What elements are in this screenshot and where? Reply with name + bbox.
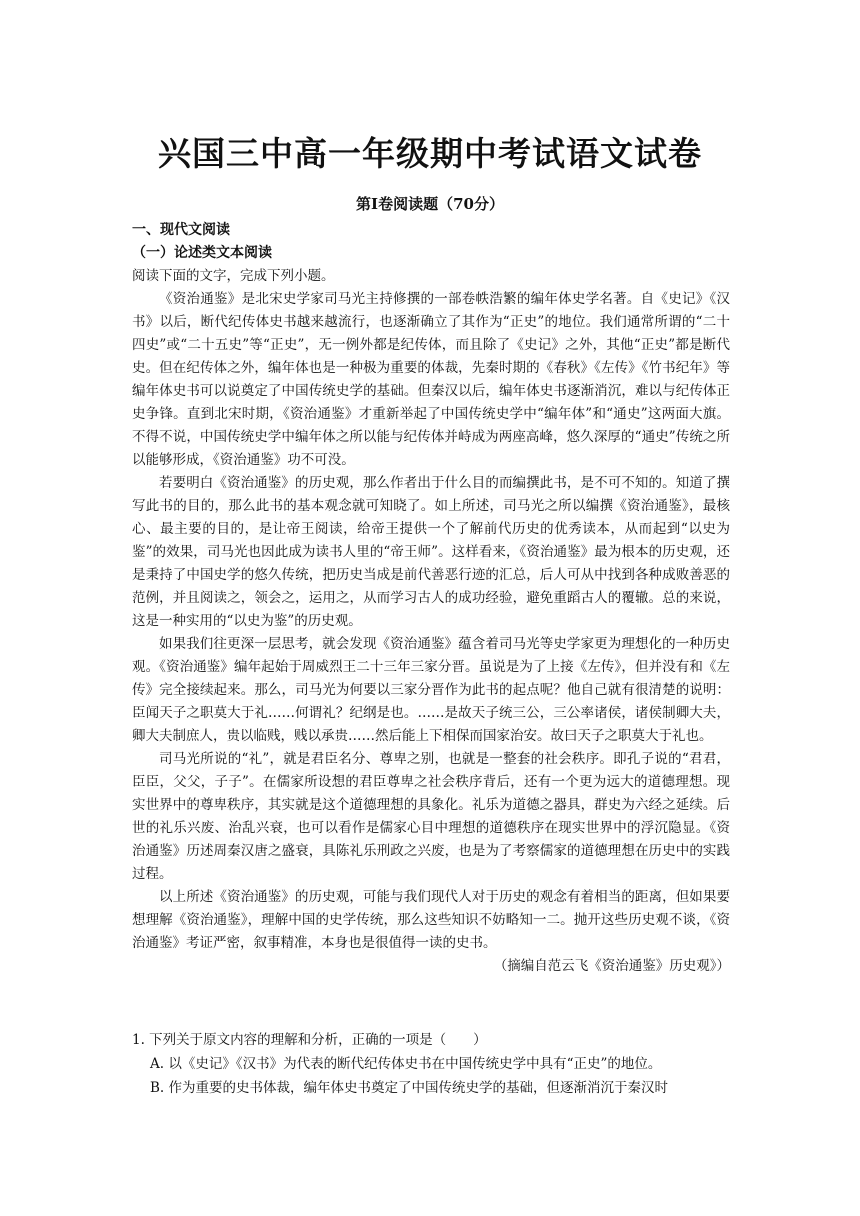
passage-source: （摘编自范云飞《资治通鉴》历史观》） (493, 958, 730, 974)
reading-instruction: 阅读下面的文字，完成下列小题。 (132, 268, 335, 284)
section-title: 第Ⅰ卷阅读题（70分） (356, 195, 504, 213)
option-a[interactable]: A. 以《史记》《汉书》为代表的断代纪传体史书在中国传统史学中具有“正史”的地位。 (150, 1056, 662, 1072)
exam-title: 兴国三中高一年级期中考试语文试卷 (158, 134, 702, 173)
part-heading: 一、现代文阅读 (132, 222, 230, 238)
question-1 (132, 1028, 732, 1100)
paragraph-2: 若要明白《资治通鉴》的历史观，那么作者出于什么目的而编撰此书，是不可不知的。知道了撰写此书的目的，那么此书的基本观念就可知晓了。如上所述，司马光之所以编撰《资治通鉴》，最核心、最主要的目的，是让帝王阅读，给帝王提供一个了解前代历史的优秀读本，从而起到“以史为鉴”的效果，司马光也因此成为读书人里的“帝王师”。这样看来，《资治通鉴》最为根本的历史观，还是秉持了中国史学的悠久传统，把历史当成是前代善恶行迹的汇总，后人可从中找到各种成败善恶的范例，并且阅读之，领会之，运用之，从而学习古人的成功经验，避免重蹈古人的覆辙。总的来说，这是一种实用的“以史为鉴”的历史观。 (132, 475, 730, 629)
paragraph-1: 《资治通鉴》是北宋史学家司马光主持修撰的一部卷帙浩繁的编年体史学名著。自《史记》《汉书》以后，断代纪传体史书越来越流行，也逐渐确立了其作为“正史”的地位。我们通常所谓的“二十四史”或“二十五史”等“正史”，无一例外都是纪传体，而且除了《史记》之外，其他“正史”都是断代史。但在纪传体之外，编年体也是一种极为重要的体裁，先秦时期的《春秋》《左传》《竹书纪年》等编年体史书可以说奠定了中国传统史学的基础。但秦汉以后，编年体史书逐渐消沉，难以与纪传体正史争锋。直到北宋时期，《资治通鉴》才重新举起了中国传统史学中“编年体”和“通史”这两面大旗。不得不说，中国传统史学中编年体之所以能与纪传体并峙成为两座高峰，悠久深厚的“通史”传统之所以能够形成，《资治通鉴》功不可没。 (132, 291, 730, 468)
question-stem: 1. 下列关于原文内容的理解和分析，正确的一项是（ ） (132, 1032, 487, 1048)
paragraph-3: 如果我们往更深一层思考，就会发现《资治通鉴》蕴含着司马光等史学家更为理想化的一种历史观。《资治通鉴》编年起始于周威烈王二十三年三家分晋。虽说是为了上接《左传》，但并没有和《左传》完全接续起来。那么，司马光为何要以三家分晋作为此书的起点呢？他自己就有很清楚的说明：臣闻天子之职莫大于礼……何谓礼？纪纲是也。……是故天子统三公，三公率诸侯，诸侯制卿大夫，卿大夫制庶人，贵以临贱，贱以承贵……然后能上下相保而国家治安。故曰天子之职莫大于礼也。 (132, 636, 730, 744)
passage (132, 288, 730, 978)
paragraph-4: 司马光所说的“礼”，就是君臣名分、尊卑之别，也就是一整套的社会秩序。即孔子说的“君君，臣臣，父父，子子”。在儒家所设想的君臣尊卑之社会秩序背后，还有一个更为远大的道德理想。现实世界中的尊卑秩序，其实就是这个道德理想的具象化。礼乐为道德之器具，群史为六经之延续。后世的礼乐兴废、治乱兴衰，也可以看作是儒家心目中理想的道德秩序在现实世界中的浮沉隐显。《资治通鉴》历述周秦汉唐之盛衰，具陈礼乐刑政之兴废，也是为了考察儒家的道德理想在历史中的实践过程。 (132, 751, 730, 882)
subpart-heading: （一）论述类文本阅读 (132, 245, 272, 261)
paragraph-5: 以上所述《资治通鉴》的历史观，可能与我们现代人对于历史的观念有着相当的距离，但如果要想理解《资治通鉴》，理解中国的史学传统，那么这些知识不妨略知一二。抛开这些历史观不谈，《资治通鉴》考证严密，叙事精准，本身也是很值得一读的史书。 (132, 889, 730, 951)
option-b[interactable]: B. 作为重要的史书体裁，编年体史书奠定了中国传统史学的基础，但逐渐消沉于秦汉时 (150, 1080, 669, 1096)
